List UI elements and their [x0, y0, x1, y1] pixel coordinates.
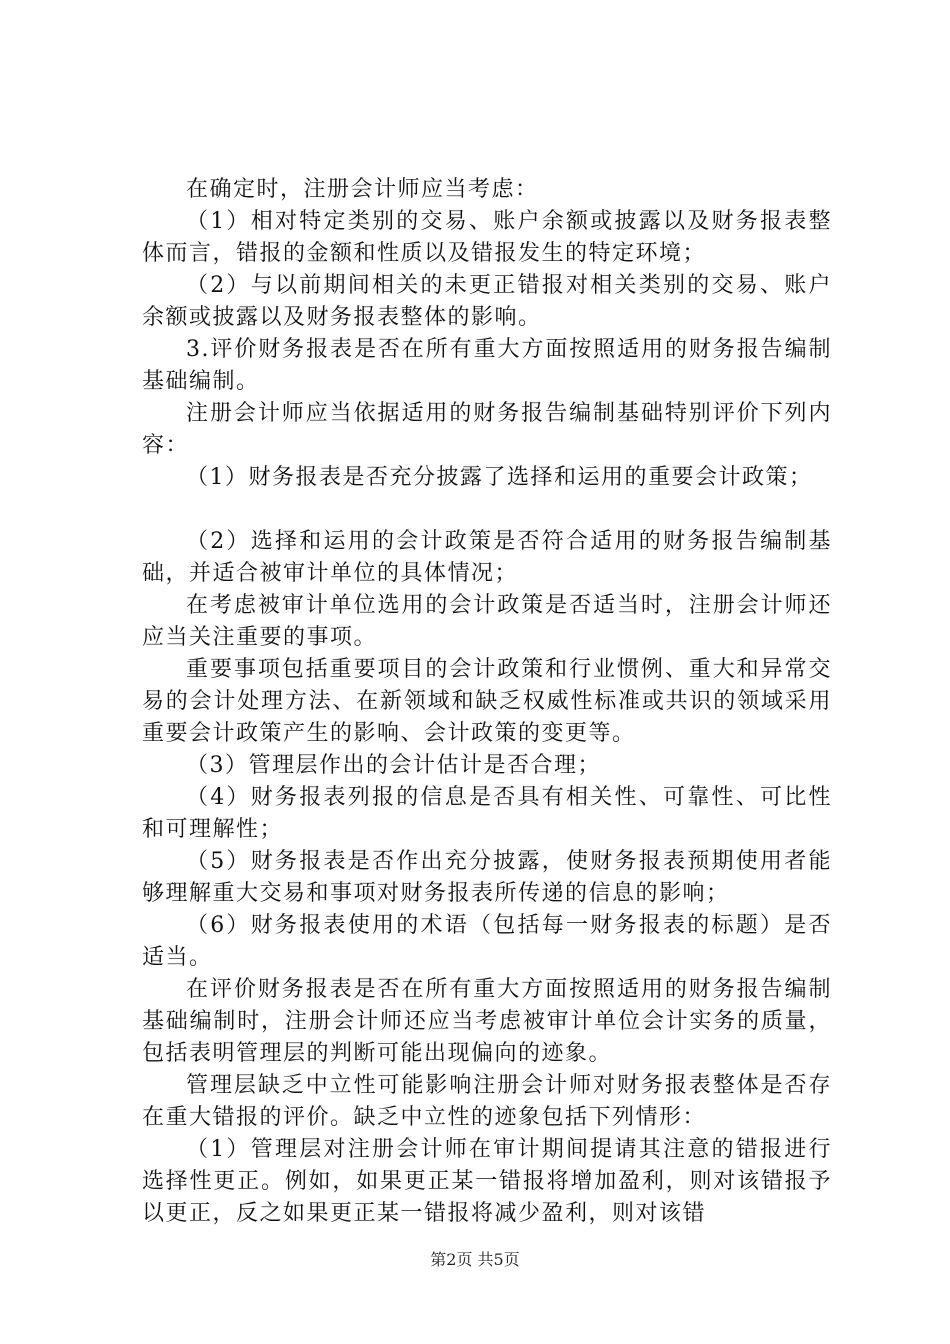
page-number-footer: 第2页 共5页 [430, 1250, 520, 1269]
paragraph: 3.评价财务报表是否在所有重大方面按照适用的财务报告编制基础编制。 [142, 337, 832, 394]
paragraph: 在评价财务报表是否在所有重大方面按照适用的财务报告编制基础编制时，注册会计师还应当考虑被审计单位会计实务的质量，包括表明管理层的判断可能出现偏向的迹象。 [142, 977, 832, 1066]
paragraph: 管理层缺乏中立性可能影响注册会计师对财务报表整体是否存在重大错报的评价。缺乏中立性的迹象包括下列情形： [142, 1073, 832, 1130]
document-body [142, 174, 832, 1230]
paragraph: （1）相对特定类别的交易、账户余额或披露以及财务报表整体而言，错报的金额和性质以及错报发生的特定环境； [142, 209, 832, 266]
paragraph: （4）财务报表列报的信息是否具有相关性、可靠性、可比性和可理解性； [142, 785, 832, 842]
paragraph: （5）财务报表是否作出充分披露，使财务报表预期使用者能够理解重大交易和事项对财务报表所传递的信息的影响； [142, 849, 832, 906]
paragraph: （2）选择和运用的会计政策是否符合适用的财务报告编制基础，并适合被审计单位的具体情况； [142, 529, 832, 586]
paragraph: （1）财务报表是否充分披露了选择和运用的重要会计政策； [186, 465, 813, 490]
paragraph: 注册会计师应当依据适用的财务报告编制基础特别评价下列内容： [142, 401, 832, 458]
paragraph: （1）管理层对注册会计师在审计期间提请其注意的错报进行选择性更正。例如，如果更正某一错报将增加盈利，则对该错报予以更正，反之如果更正某一错报将减少盈利，则对该错 [142, 1137, 832, 1226]
paragraph: （3）管理层作出的会计估计是否合理； [186, 753, 601, 778]
paragraph: 在确定时，注册会计师应当考虑： [186, 177, 539, 202]
paragraph-spacer [142, 494, 832, 526]
paragraph: （2）与以前期间相关的未更正错报对相关类别的交易、账户余额或披露以及财务报表整体的影响。 [142, 273, 832, 330]
paragraph: （6）财务报表使用的术语（包括每一财务报表的标题）是否适当。 [142, 913, 832, 970]
paragraph: 重要事项包括重要项目的会计政策和行业惯例、重大和异常交易的会计处理方法、在新领域和缺乏权威性标准或共识的领域采用重要会计政策产生的影响、会计政策的变更等。 [142, 657, 832, 746]
paragraph: 在考虑被审计单位选用的会计政策是否适当时，注册会计师还应当关注重要的事项。 [142, 593, 832, 650]
